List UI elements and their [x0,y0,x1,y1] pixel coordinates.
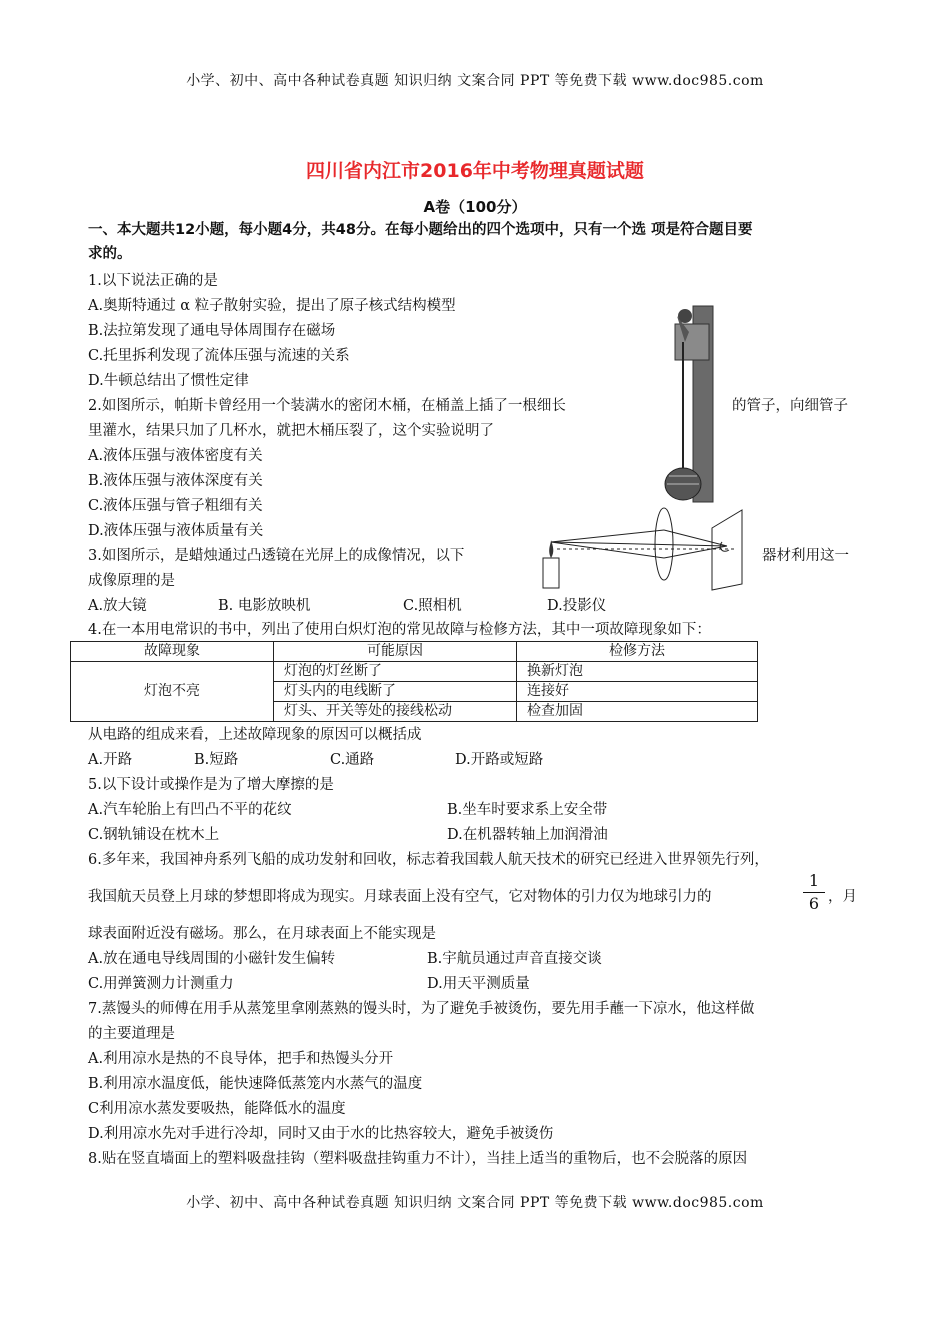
question-6-stem: 6.多年来，我国神舟系列飞船的成功发射和回收，标志着我国载人航天技术的研究已经进入世界领先行列， [88,852,769,868]
question-2-option-d: D.液体压强与液体质量有关 [88,523,264,539]
table-cell: 换新灯泡 [517,662,758,682]
fraction-numerator: 1 [808,871,820,890]
question-1-option-d: D.牛顿总结出了惯性定律 [88,373,249,389]
question-6-stem-line2-end: ，月 [828,889,857,905]
question-3-option-b: B. 电影放映机 [218,598,311,614]
question-2-option-a: A.液体压强与液体密度有关 [88,448,263,464]
question-4-option-b: B.短路 [194,752,239,768]
question-3-stem-end: 器材利用这一 [762,548,849,564]
question-2-option-b: B.液体压强与液体深度有关 [88,473,263,489]
question-7-stem: 7.蒸馒头的师傅在用手从蒸笼里拿刚蒸熟的馒头时，为了避免手被烫伤，要先用手蘸一下凉水，他这样做 [88,1001,755,1017]
table-header: 故障现象 [71,642,274,662]
question-3-option-d: D.投影仪 [547,598,607,614]
question-6-stem-line3: 球表面附近没有磁场。那么，在月球表面上不能实现是 [88,926,436,942]
question-5-option-a: A.汽车轮胎上有凹凸不平的花纹 [88,802,292,818]
question-7-option-b: B.利用凉水温度低，能快速降低蒸笼内水蒸气的温度 [88,1076,423,1092]
convex-lens-figure [537,502,752,594]
page-title: 四川省内江市2016年中考物理真题试题 [306,160,644,182]
table-row [71,662,758,682]
question-2-stem: 2.如图所示，帕斯卡曾经用一个装满水的密闭木桶，在桶盖上插了一根细长 [88,398,566,414]
question-3-option-a: A.放大镜 [88,598,147,614]
question-6-option-d: D.用天平测质量 [427,976,530,992]
question-7-option-a: A.利用凉水是热的不良导体，把手和热馒头分开 [88,1051,394,1067]
question-1-option-c: C.托里拆利发现了流体压强与流速的关系 [88,348,350,364]
question-2-stem-line2: 里灌水，结果只加了几杯水，就把木桶压裂了，这个实验说明了 [88,423,494,439]
question-8-stem: 8.贴在竖直墙面上的塑料吸盘挂钩（塑料吸盘挂钩重力不计），当挂上适当的重物后，也不会脱落的原因 [88,1151,748,1167]
paper-subtitle: A卷（100分） [423,198,527,216]
question-4-option-c: C.通路 [330,752,375,768]
question-5-option-d: D.在机器转轴上加润滑油 [447,827,608,843]
question-6-option-b: B.宇航员通过声音直接交谈 [427,951,602,967]
question-5-option-b: B.坐车时要求系上安全带 [447,802,608,818]
question-2-option-c: C.液体压强与管子粗细有关 [88,498,263,514]
question-7-option-c: C利用凉水蒸发要吸热，能降低水的温度 [88,1101,346,1117]
question-1-option-b: B.法拉第发现了通电导体周围存在磁场 [88,323,336,339]
question-3-option-c: C.照相机 [403,598,462,614]
question-6-option-c: C.用弹簧测力计测重力 [88,976,234,992]
question-6-option-a: A.放在通电导线周围的小磁针发生偏转 [88,951,336,967]
fault-table [70,641,758,722]
question-4-followup: 从电路的组成来看，上述故障现象的原因可以概括成 [88,727,422,743]
table-cell: 灯泡的灯丝断了 [274,662,517,682]
question-4-option-d: D.开路或短路 [455,752,544,768]
table-header: 检修方法 [517,642,758,662]
fraction-denominator: 6 [808,894,820,913]
table-cell: 连接好 [517,682,758,702]
question-5-stem: 5.以下设计或操作是为了增大摩擦的是 [88,777,334,793]
question-7-stem-line2: 的主要道理是 [88,1026,175,1042]
pascal-barrel-figure [655,302,715,504]
table-cell: 灯头、开关等处的接线松动 [274,702,517,722]
table-header: 可能原因 [274,642,517,662]
question-4-option-a: A.开路 [88,752,133,768]
question-3-stem-line2: 成像原理的是 [88,573,175,589]
table-header-row [71,642,758,662]
page-footer: 小学、初中、高中各种试卷真题 知识归纳 文案合同 PPT 等免费下载 www.doc985.com [186,1195,764,1211]
question-2-stem-end: 的管子，向细管子 [732,398,848,414]
question-7-option-d: D.利用凉水先对手进行冷却，同时又由于水的比热容较大，避免手被烫伤 [88,1126,554,1142]
question-1-stem: 1.以下说法正确的是 [88,273,218,289]
question-3-stem: 3.如图所示，是蜡烛通过凸透镜在光屏上的成像情况，以下 [88,548,465,564]
table-cell-symptom: 灯泡不亮 [71,662,274,722]
question-4-stem: 4.在一本用电常识的书中，列出了使用白炽灯泡的常见故障与检修方法，其中一项故障现象如下： [88,622,711,638]
table-cell: 检查加固 [517,702,758,722]
fraction-bar [803,892,825,893]
question-1-option-a: A.奥斯特通过 α 粒子散射实验，提出了原子核式结构模型 [88,298,456,314]
page-header: 小学、初中、高中各种试卷真题 知识归纳 文案合同 PPT 等免费下载 www.doc985.com [186,73,764,89]
fraction-one-sixth [803,872,825,913]
table-cell: 灯头内的电线断了 [274,682,517,702]
section-instruction-cont: 求的。 [88,246,132,262]
question-6-stem-line2: 我国航天员登上月球的梦想即将成为现实。月球表面上没有空气，它对物体的引力仅为地球引力的 [88,889,712,905]
section-instruction: 一、本大题共12小题，每小题4分，共48分。在每小题给出的四个选项中，只有一个选 项是符合题目要 [88,222,753,238]
question-5-option-c: C.钢轨铺设在枕木上 [88,827,220,843]
